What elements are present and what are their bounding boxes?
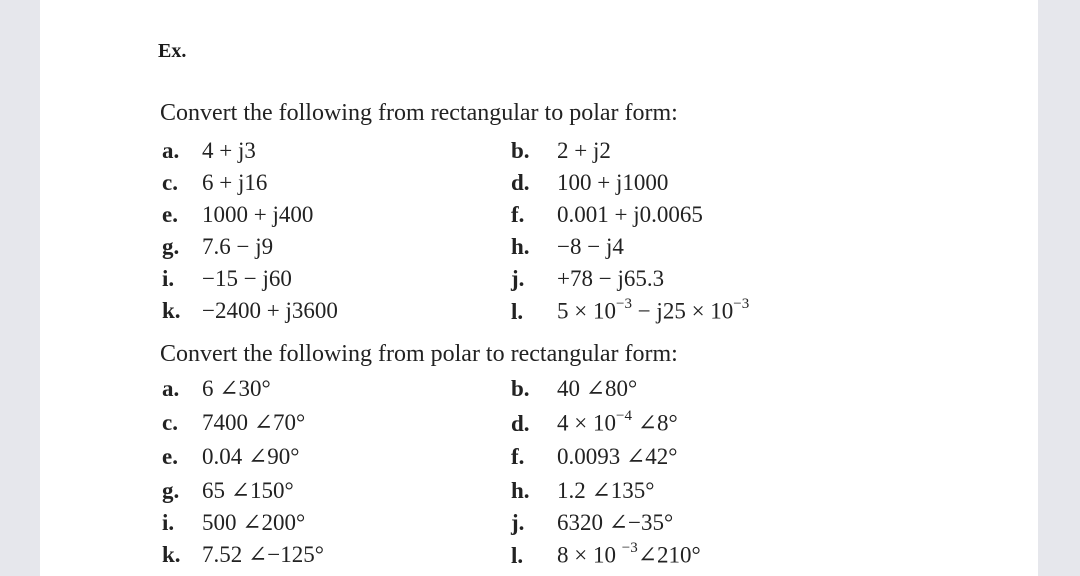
list-item: b. 2 + j2 [511, 138, 611, 163]
list-item: g. 65 ∠150° [162, 478, 294, 503]
list-item: f. 0.001 + j0.0065 [511, 202, 703, 227]
example-heading: Ex. [158, 40, 187, 62]
list-item: c. 7400 ∠70° [162, 410, 306, 435]
list-item: k. 7.52 ∠−125° [162, 542, 324, 567]
list-item: f. 0.0093 ∠42° [511, 444, 678, 469]
list-item: e. 0.04 ∠90° [162, 444, 300, 469]
document-page [40, 0, 1038, 576]
list-item: l. $5 \times 10^{-3} - j25 \times 10^{-3}$ [511, 296, 750, 324]
list-item: h. −8 − j4 [511, 234, 624, 259]
list-item: d. 100 + j1000 [511, 170, 669, 195]
list-item: e. 1000 + j400 [162, 202, 314, 227]
list-item: j. +78 − j65.3 [511, 266, 665, 291]
list-item: c. 6 + j16 [162, 170, 268, 195]
list-item: h. 1.2 ∠135° [511, 478, 655, 503]
polar-to-rect-title: Convert the following from polar to rectangular form: [160, 341, 678, 367]
list-item: b. 40 ∠80° [511, 376, 638, 401]
rect-to-polar-title: Convert the following from rectangular to polar form: [160, 100, 678, 126]
list-item: j. 6320 ∠−35° [511, 510, 674, 535]
list-item: d. $4 \times 10^{-4}$ ∠8° [511, 408, 678, 436]
list-item: i. 500 ∠200° [162, 510, 306, 535]
list-item: a. 4 + j3 [162, 138, 256, 163]
list-item: i. −15 − j60 [162, 266, 292, 291]
list-item: g. 7.6 − j9 [162, 234, 274, 259]
list-item: l. 8 × 10 $^{-3}$∠210° [511, 540, 701, 568]
list-item: k. −2400 + j3600 [162, 298, 338, 323]
list-item: a. 6 ∠30° [162, 376, 271, 401]
